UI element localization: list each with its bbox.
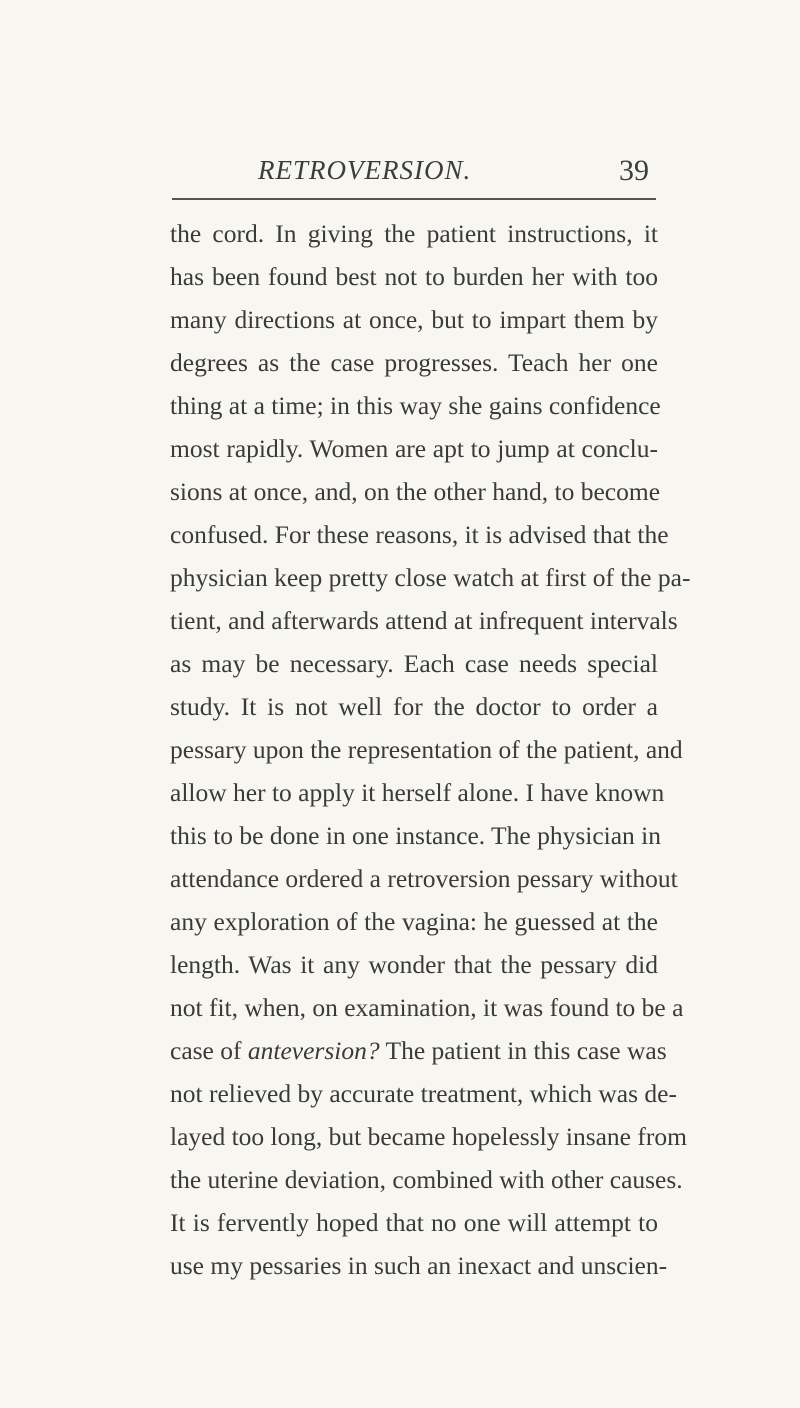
text-line: study. It is not well for the doctor to order a xyxy=(170,692,658,721)
text-line: physician keep pretty close watch at first of the pa- xyxy=(170,563,691,592)
text-line: It is fervently hoped that no one will attempt to xyxy=(170,1208,658,1237)
text-line: sions at once, and, on the other hand, to become xyxy=(170,477,661,506)
header-rule xyxy=(172,198,656,200)
text-line: confused. For these reasons, it is advised that the xyxy=(170,520,669,549)
text-line: the uterine deviation, combined with other causes. xyxy=(170,1165,683,1194)
text-line: length. Was it any wonder that the pessary did xyxy=(170,950,658,979)
running-title: RETROVERSION. xyxy=(258,155,472,185)
text-line: not fit, when, on examination, it was found to be a xyxy=(170,993,684,1022)
text-line: not relieved by accurate treatment, which was de- xyxy=(170,1079,677,1108)
text-line: pessary upon the representation of the patient, and xyxy=(170,735,683,764)
text-line: allow her to apply it herself alone. I have known xyxy=(170,778,665,807)
text-line: this to be done in one instance. The physician in xyxy=(170,821,662,850)
text-line: most rapidly. Women are apt to jump at conclu- xyxy=(170,434,658,463)
text-line: degrees as the case progresses. Teach her one xyxy=(170,348,658,377)
text-line: as may be necessary. Each case needs special xyxy=(170,649,658,678)
text-line: attendance ordered a retroversion pessary without xyxy=(170,864,678,893)
text-line: the cord. In giving the patient instructions, it xyxy=(170,219,658,248)
text-line: layed too long, but became hopelessly insane from xyxy=(170,1122,687,1151)
text-line: has been found best not to burden her with too xyxy=(170,262,658,291)
text-segment: The patient in this case was xyxy=(379,1036,667,1065)
text-line: many directions at once, but to impart them by xyxy=(170,305,658,334)
page-number: 39 xyxy=(619,154,649,187)
text-line-with-italic xyxy=(170,1029,667,1072)
body-text xyxy=(170,212,691,1287)
italic-term: anteversion? xyxy=(247,1036,380,1065)
text-line: thing at a time; in this way she gains confidence xyxy=(170,391,661,420)
text-line: tient, and afterwards attend at infrequent intervals xyxy=(170,606,678,635)
text-line: any exploration of the vagina: he guessed at the xyxy=(170,907,658,936)
text-line: use my pessaries in such an inexact and unscien- xyxy=(170,1251,668,1280)
text-segment: case of xyxy=(170,1036,248,1065)
